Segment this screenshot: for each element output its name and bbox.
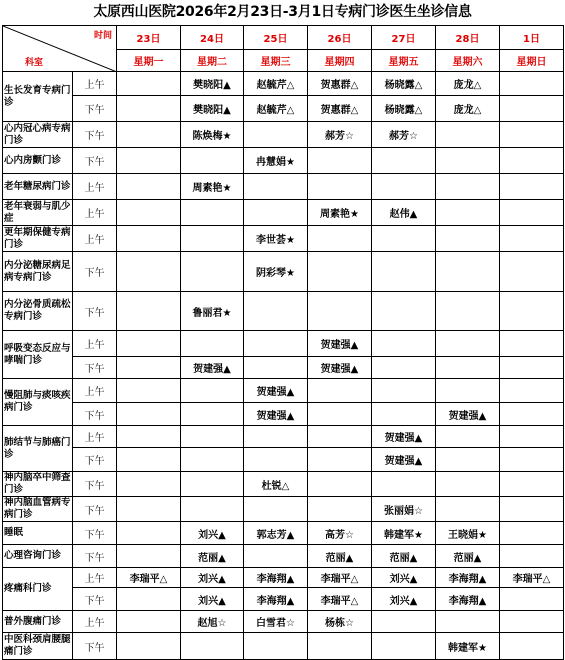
doctor-cell [117,357,181,379]
doctor-cell [244,426,308,448]
table-row [3,522,564,545]
doctor-cell [436,611,500,633]
session-time-cell: 上午 [73,72,117,96]
department-cell: 普外腹痛门诊 [3,611,73,633]
doctor-cell: 贺建强▲ [244,379,308,403]
doctor-cell [308,379,372,403]
doctor-cell [117,545,181,568]
doctor-cell [117,122,181,148]
doctor-cell: 樊晓阳▲ [181,72,244,96]
doctor-cell [181,403,244,426]
doctor-cell [117,292,181,331]
doctor-cell: 贺建强▲ [436,403,500,426]
session-time-cell: 下午 [73,448,117,472]
table-row [3,568,564,588]
doctor-cell: 阴彩琴★ [244,252,308,292]
session-time-cell: 下午 [73,148,117,174]
table-row [3,357,564,379]
doctor-cell [436,426,500,448]
doctor-cell: 杨晓露△ [372,96,436,122]
doctor-cell [181,200,244,226]
department-cell: 生长发育专病门诊 [3,72,73,122]
doctor-cell [500,448,564,472]
doctor-cell: 贺建强▲ [244,403,308,426]
doctor-cell [436,331,500,357]
schedule-table [2,25,564,660]
doctor-cell [117,611,181,633]
doctor-cell [372,292,436,331]
doctor-cell [500,633,564,660]
table-row [3,96,564,122]
doctor-cell [436,379,500,403]
doctor-cell: 韩建军★ [372,522,436,545]
doctor-cell: 贺建强▲ [308,357,372,379]
doctor-cell [181,472,244,497]
doctor-cell: 刘兴▲ [372,568,436,588]
doctor-cell [117,448,181,472]
doctor-cell: 范丽▲ [308,545,372,568]
doctor-cell [308,633,372,660]
doctor-cell [500,96,564,122]
doctor-cell [436,357,500,379]
doctor-cell [308,472,372,497]
header-weekday: 星期三 [244,50,308,72]
doctor-cell: 刘兴▲ [181,588,244,611]
doctor-cell [372,226,436,252]
doctor-cell [308,226,372,252]
doctor-cell: 刘兴▲ [181,522,244,545]
department-cell: 慢阻肺与痰咳疾病门诊 [3,379,73,426]
doctor-cell [436,148,500,174]
doctor-cell [244,292,308,331]
doctor-cell [500,497,564,522]
doctor-cell [308,174,372,200]
table-row [3,252,564,292]
doctor-cell: 范丽▲ [436,545,500,568]
doctor-cell [181,497,244,522]
department-cell: 呼吸变态反应与哮喘门诊 [3,331,73,379]
doctor-cell: 李瑞平△ [308,568,372,588]
doctor-cell [372,403,436,426]
doctor-cell: 鲁丽君★ [181,292,244,331]
doctor-cell [117,331,181,357]
doctor-cell [308,448,372,472]
doctor-cell: 樊晓阳▲ [181,96,244,122]
doctor-cell: 贺建强▲ [181,357,244,379]
header-date: 24日 [181,26,244,50]
doctor-cell [436,448,500,472]
doctor-cell: 李世荟★ [244,226,308,252]
doctor-cell [436,497,500,522]
doctor-cell [308,148,372,174]
doctor-cell [308,497,372,522]
doctor-cell: 贺惠群△ [308,96,372,122]
doctor-cell: 杨栋☆ [308,611,372,633]
doctor-cell [500,522,564,545]
doctor-cell [117,426,181,448]
table-row [3,292,564,331]
doctor-cell [500,292,564,331]
header-date: 28日 [436,26,500,50]
department-cell: 心内冠心病专病门诊 [4,122,71,146]
doctor-cell: 赵毓芹△ [244,96,308,122]
table-row [3,448,564,472]
header-date: 25日 [244,26,308,50]
doctor-cell [117,379,181,403]
doctor-cell [436,226,500,252]
session-time-cell: 上午 [73,611,117,633]
session-time-cell: 下午 [73,633,117,660]
session-time-cell: 上午 [73,331,117,357]
doctor-cell: 贺建强▲ [372,448,436,472]
session-time-cell: 上午 [73,379,117,403]
session-time-cell: 上午 [73,426,117,448]
doctor-cell [181,426,244,448]
page-title: 太原西山医院2026年2月23日-3月1日专病门诊医生坐诊信息 [93,4,472,20]
doctor-cell [372,633,436,660]
doctor-cell [436,200,500,226]
doctor-cell: 郝芳☆ [308,122,372,148]
doctor-cell: 庞龙△ [436,72,500,96]
doctor-cell: 陈焕梅★ [181,122,244,148]
department-cell: 老年糖尿病门诊 [3,174,73,200]
session-time-cell: 上午 [73,200,117,226]
doctor-cell [500,403,564,426]
doctor-cell [117,497,181,522]
doctor-cell [181,148,244,174]
department-cell: 中医科颈肩腰腿痛门诊 [3,633,73,660]
doctor-cell: 赵毓芹△ [244,72,308,96]
header-weekday: 星期四 [308,50,372,72]
session-time-cell: 下午 [73,472,117,497]
doctor-cell [500,426,564,448]
doctor-cell: 冉慧娟★ [244,148,308,174]
department-cell: 心理咨询门诊 [3,545,73,568]
doctor-cell [117,174,181,200]
header-weekday: 星期六 [436,50,500,72]
doctor-cell [500,148,564,174]
doctor-cell [372,252,436,292]
doctor-cell [117,72,181,96]
table-row [3,174,564,200]
doctor-cell: 贺惠群△ [308,72,372,96]
table-row [3,331,564,357]
doctor-cell [436,122,500,148]
doctor-cell [117,96,181,122]
doctor-cell [181,379,244,403]
doctor-cell [308,426,372,448]
doctor-cell [372,379,436,403]
doctor-cell: 李海翔▲ [436,588,500,611]
doctor-cell [117,200,181,226]
header-weekday: 星期二 [181,50,244,72]
department-cell: 老年衰弱与肌少症 [4,200,71,224]
session-time-cell: 下午 [73,122,117,148]
session-time-cell: 下午 [73,403,117,426]
doctor-cell [436,472,500,497]
doctor-cell [117,252,181,292]
doctor-cell [244,448,308,472]
table-row [3,226,564,252]
header-date: 27日 [372,26,436,50]
doctor-cell [244,357,308,379]
department-cell: 心内房颤门诊 [3,148,73,174]
session-time-cell: 上午 [73,226,117,252]
doctor-cell [244,545,308,568]
doctor-cell [244,200,308,226]
doctor-cell [117,403,181,426]
table-row [3,379,564,403]
table-row [3,403,564,426]
doctor-cell: 杨晓露△ [372,72,436,96]
doctor-cell [372,472,436,497]
doctor-cell [244,122,308,148]
corner-time-label: 时间 [93,31,112,41]
doctor-cell [436,292,500,331]
table-row [3,122,564,148]
doctor-cell [372,611,436,633]
doctor-cell: 庞龙△ [436,96,500,122]
doctor-cell [372,331,436,357]
header-weekday: 星期五 [372,50,436,72]
doctor-cell: 贺建强▲ [308,331,372,357]
doctor-cell [181,331,244,357]
table-row [3,633,564,660]
doctor-cell: 高芳☆ [308,522,372,545]
department-cell: 疼痛科门诊 [3,568,73,611]
doctor-cell: 范丽▲ [372,545,436,568]
session-time-cell: 下午 [73,522,117,545]
department-cell: 神内脑卒中筛查门诊 [4,472,71,495]
doctor-cell [181,633,244,660]
session-time-cell: 下午 [73,545,117,568]
doctor-cell: 李海翔▲ [244,568,308,588]
doctor-cell [181,252,244,292]
doctor-cell [308,252,372,292]
doctor-cell [500,174,564,200]
department-cell: 神内脑血管病专病门诊 [4,497,71,520]
doctor-cell [500,226,564,252]
table-row [3,497,564,522]
doctor-cell [117,633,181,660]
department-cell: 内分泌骨质疏松专病门诊 [3,292,73,331]
table-row [3,200,564,226]
doctor-cell [244,497,308,522]
doctor-cell [436,252,500,292]
doctor-cell [436,174,500,200]
session-time-cell: 下午 [73,292,117,331]
header-date-row [3,26,564,50]
doctor-cell [500,252,564,292]
doctor-cell: 李瑞平△ [308,588,372,611]
doctor-cell: 韩建军★ [436,633,500,660]
doctor-cell [500,611,564,633]
department-cell: 肺结节与肺癌门诊 [3,426,73,472]
doctor-cell [500,545,564,568]
department-cell: 更年期保健专病门诊 [4,226,71,250]
doctor-cell: 李海翔▲ [436,568,500,588]
doctor-cell [308,403,372,426]
doctor-cell [117,472,181,497]
doctor-cell: 郝芳☆ [372,122,436,148]
corner-dept-label: 科室 [25,58,44,68]
header-corner [3,26,117,72]
table-row [3,426,564,448]
doctor-cell: 王晓娟★ [436,522,500,545]
doctor-cell: 刘兴▲ [181,568,244,588]
session-time-cell: 下午 [73,588,117,611]
session-time-cell: 上午 [73,568,117,588]
header-weekday: 星期一 [117,50,181,72]
doctor-cell: 杜锐△ [244,472,308,497]
doctor-cell [372,174,436,200]
doctor-cell [372,148,436,174]
doctor-cell [308,292,372,331]
doctor-cell: 周素艳★ [181,174,244,200]
doctor-cell: 贺建强▲ [372,426,436,448]
doctor-cell [500,72,564,96]
header-date: 1日 [500,26,564,50]
doctor-cell: 刘兴▲ [372,588,436,611]
doctor-cell [372,357,436,379]
session-time-cell: 下午 [73,252,117,292]
session-time-cell: 下午 [73,497,117,522]
doctor-cell: 李海翔▲ [244,588,308,611]
header-date: 23日 [117,26,181,50]
department-cell: 内分泌糖尿病足病专病门诊 [3,252,73,292]
department-cell: 睡眠 [3,522,73,545]
table-row [3,545,564,568]
doctor-cell [244,331,308,357]
doctor-cell: 赵旭☆ [181,611,244,633]
doctor-cell [500,472,564,497]
doctor-cell [117,588,181,611]
header-weekday: 星期日 [500,50,564,72]
session-time-cell: 下午 [73,357,117,379]
session-time-cell: 上午 [73,174,117,200]
doctor-cell: 周素艳★ [308,200,372,226]
doctor-cell [117,226,181,252]
doctor-cell [181,226,244,252]
table-row [3,148,564,174]
table-row [3,588,564,611]
doctor-cell [181,448,244,472]
doctor-cell: 郭志芳▲ [244,522,308,545]
doctor-cell [500,379,564,403]
doctor-cell [500,357,564,379]
table-row [3,611,564,633]
doctor-cell: 范丽▲ [181,545,244,568]
doctor-cell [244,174,308,200]
doctor-cell [117,522,181,545]
doctor-cell: 张丽娟☆ [372,497,436,522]
doctor-cell [244,633,308,660]
table-row [3,72,564,96]
session-time-cell: 下午 [73,96,117,122]
doctor-cell [117,148,181,174]
doctor-cell: 李瑞平△ [500,568,564,588]
table-row [3,472,564,497]
doctor-cell [500,122,564,148]
doctor-cell: 赵伟▲ [372,200,436,226]
doctor-cell [500,331,564,357]
doctor-cell: 白雪君☆ [244,611,308,633]
doctor-cell [500,588,564,611]
header-date: 26日 [308,26,372,50]
doctor-cell: 李瑞平△ [117,568,181,588]
doctor-cell [500,200,564,226]
